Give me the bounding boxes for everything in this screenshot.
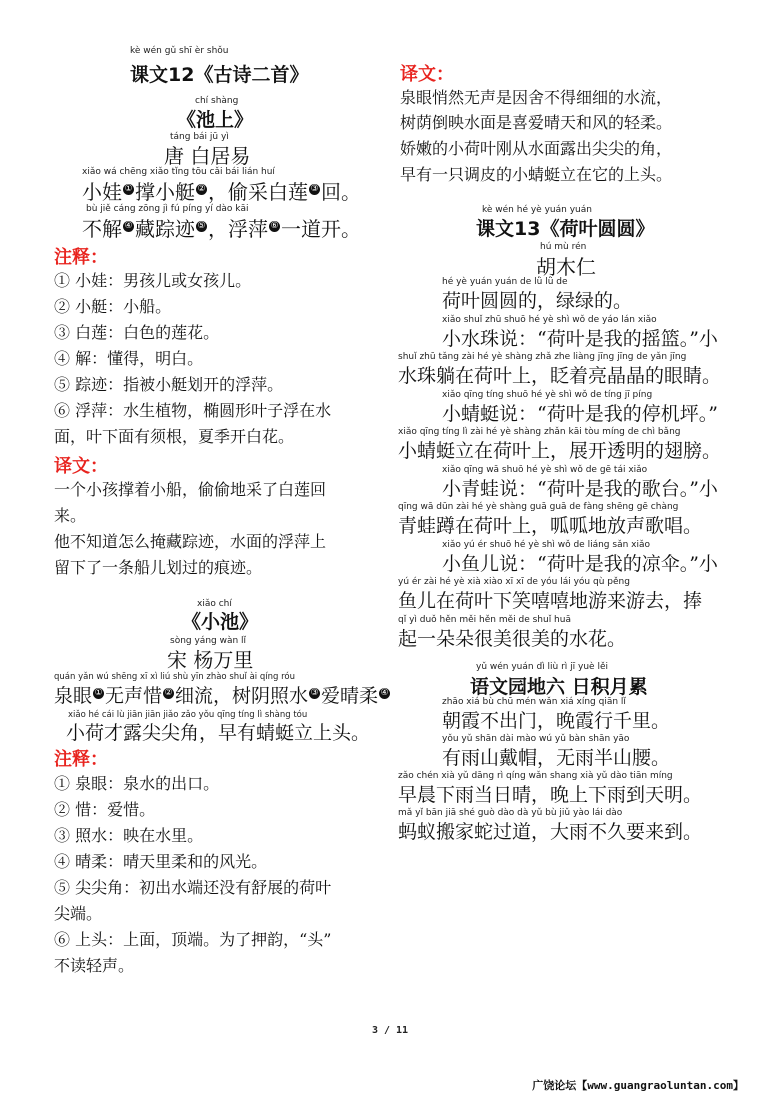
note-marker-2: ② [197, 184, 206, 195]
line-pinyin: mǎ yǐ bān jiā shé guò dào dà yǔ bù jiǔ yào lái dào [398, 808, 623, 818]
poem1-notes-label: 注释： [54, 247, 108, 268]
poem1-line1 [82, 176, 361, 205]
page-number: 3 / 11 [371, 1025, 409, 1036]
lesson13-title: 课文13《荷叶圆圆》 [476, 218, 655, 240]
line-pinyin: xiǎo yú ér shuō hé yè shì wǒ de liáng sǎn xiǎo [442, 539, 650, 550]
lesson13-title-pinyin: kè wén hé yè yuán yuán [482, 205, 592, 215]
line-text: 朝霞不出门，晚霞行千里。 [442, 710, 671, 732]
poem1-note-1: ① 小娃：男孩儿或女孩儿。 [54, 271, 252, 290]
poem2-note-4: ④ 晴柔：晴天里柔和的风光。 [54, 852, 268, 871]
text-segment: 细流，树阴照水 [175, 685, 309, 707]
note-marker-1: ① [124, 184, 133, 195]
poem1-title: 《池上》 [177, 109, 254, 131]
text-segment: 不解 [82, 217, 122, 241]
line-text: 早晨下雨当日晴，晚上下雨到天明。 [398, 784, 703, 806]
note-marker-6: ⑥ [270, 221, 279, 232]
poem2-note-2: ② 惜：爱惜。 [54, 800, 156, 819]
line-pinyin: qīng wā dūn zài hé yè shàng guā guā de fàng shēng gē chàng [398, 502, 679, 512]
poem2-author-pinyin: sòng yáng wàn lǐ [170, 636, 247, 646]
poem2-translation-label: 译文： [400, 64, 454, 85]
note-marker-5: ⑤ [197, 221, 206, 232]
line-text: 蚂蚁搬家蛇过道，大雨不久要来到。 [398, 821, 703, 843]
text-segment: ，偷采白莲 [208, 180, 308, 204]
line-pinyin: hé yè yuán yuán de lǜ lǜ de [442, 277, 568, 287]
text-segment: 爱晴柔 [321, 685, 379, 707]
poem2-note-5: ⑤ 尖尖角：初出水端还没有舒展的荷叶 [54, 878, 332, 897]
footer-site: 广饶论坛【www.guangraoluntan.com】 [532, 1079, 744, 1092]
poem1-note-6-cont: 面，叶下面有须根，夏季开白花。 [54, 427, 295, 446]
poem1-line1-pinyin: xiǎo wá chēng xiǎo tǐng tōu cǎi bái lián huí [82, 167, 275, 177]
poem2-note-6: ⑥ 上头：上面，顶端。为了押韵，“头” [54, 930, 332, 949]
line-pinyin: xiǎo qīng wā shuō hé yè shì wǒ de gē tái xiǎo [442, 464, 648, 475]
poem2-author: 宋 杨万里 [167, 648, 254, 672]
poem1-translation-2: 来。 [54, 506, 87, 525]
line-text: 起一朵朵很美很美的水花。 [398, 627, 627, 650]
line-pinyin: zhāo xiá bù chū mén wǎn xiá xíng qiān lǐ [442, 697, 626, 707]
line-text: 小蜻蜓立在荷叶上，展开透明的翅膀。 [398, 440, 722, 462]
line-pinyin: xiǎo qīng tíng shuō hé yè shì wǒ de tíng jī píng [442, 389, 653, 400]
line-pinyin: qǐ yì duǒ hěn měi hěn měi de shuǐ huā [398, 614, 571, 625]
text-segment: 藏踪迹 [135, 217, 195, 241]
lesson13-author: 胡木仁 [536, 255, 596, 279]
poem1-translation-label: 译文： [54, 456, 108, 477]
poem2-line2-pinyin: xiǎo hé cái lù jiān jiān jiǎo zǎo yǒu qīng tíng lì shàng tóu [68, 710, 308, 720]
line-pinyin: xiǎo shuǐ zhū shuō hé yè shì wǒ de yáo lán xiǎo [442, 314, 657, 325]
poem1-title-pinyin: chí shàng [195, 96, 239, 106]
poem1-translation-4: 留下了一条船儿划过的痕迹。 [54, 558, 263, 577]
poem1-note-6: ⑥ 浮萍：水生植物，椭圆形叶子浮在水 [54, 401, 332, 420]
poem2-notes-label: 注释： [54, 749, 108, 770]
line-pinyin: yǒu yǔ shān dài mào wú yǔ bàn shān yāo [442, 734, 630, 744]
poem1-author: 唐 白居易 [164, 144, 251, 168]
line-text: 水珠躺在荷叶上，眨着亮晶晶的眼睛。 [398, 365, 722, 387]
line-text: 有雨山戴帽，无雨半山腰。 [442, 747, 671, 769]
poem2-line1-pinyin: quán yǎn wú shēng xī xì liú shù yīn zhào shuǐ ài qíng róu [54, 672, 296, 682]
poem2-translation-4: 早有一只调皮的小蜻蜓立在它的上头。 [400, 165, 673, 184]
line-text: 小青蛙说：“荷叶是我的歌台。”小 [442, 477, 718, 500]
poem2-translation-3: 娇嫩的小荷叶刚从水面露出尖尖的角， [400, 139, 673, 158]
text-segment: 一道开。 [281, 217, 361, 241]
poem1-translation-3: 他不知道怎么掩藏踪迹，水面的浮萍上 [54, 532, 327, 551]
note-marker-4: ④ [380, 687, 389, 698]
line-pinyin: yú ér zài hé yè xià xiào xī xī de yóu lái yóu qù pěng [398, 577, 630, 587]
text-segment: 撑小艇 [135, 180, 195, 204]
poem2-title-pinyin: xiǎo chí [197, 599, 232, 609]
line-text: 荷叶圆圆的，绿绿的。 [442, 290, 633, 312]
note-marker-1: ① [94, 687, 103, 698]
poem1-line2 [82, 213, 361, 242]
text-segment: 回。 [321, 180, 361, 204]
poem2-line2: 小荷才露尖尖角，早有蜻蜓立上头。 [66, 722, 371, 744]
note-marker-3: ③ [310, 184, 319, 195]
line-text: 小鱼儿说：“荷叶是我的凉伞。”小 [442, 552, 718, 575]
note-marker-3: ③ [310, 687, 319, 698]
line-pinyin: shuǐ zhū tǎng zài hé yè shàng zhǎ zhe liàng jīng jīng de yǎn jīng [398, 352, 687, 362]
poem2-note-5-cont: 尖端。 [54, 904, 103, 923]
poem2-translation-2: 树荫倒映水面是喜爱晴天和风的轻柔。 [400, 113, 673, 132]
garden-title: 语文园地六 日积月累 [470, 676, 648, 698]
text-segment: ，浮萍 [208, 217, 268, 241]
poem2-note-6-cont: 不读轻声。 [54, 956, 135, 975]
poem2-note-1: ① 泉眼：泉水的出口。 [54, 774, 220, 793]
poem1-note-3: ③ 白莲：白色的莲花。 [54, 323, 220, 342]
line-text: 小水珠说：“荷叶是我的摇篮。”小 [442, 327, 718, 350]
text-segment: 小娃 [82, 180, 122, 204]
text-segment: 无声惜 [105, 685, 163, 707]
poem1-line2-pinyin: bù jiě cáng zōng jì fú píng yí dào kāi [86, 204, 249, 214]
poem2-note-3: ③ 照水：映在水里。 [54, 826, 204, 845]
lesson13-author-pinyin: hú mù rén [540, 242, 587, 252]
poem2-title: 《小池》 [182, 611, 259, 633]
poem1-note-5: ⑤ 踪迹：指被小艇划开的浮萍。 [54, 375, 284, 394]
note-marker-4: ④ [124, 221, 133, 232]
line-text: 鱼儿在荷叶下笑嘻嘻地游来游去，捧 [398, 590, 703, 612]
line-text: 青蛙蹲在荷叶上，呱呱地放声歌唱。 [398, 515, 703, 537]
lesson12-title: 课文12《古诗二首》 [130, 64, 309, 86]
garden-title-pinyin: yǔ wén yuán dì liù rì jī yuè lěi [476, 662, 608, 672]
line-pinyin: zǎo chén xià yǔ dāng rì qíng wǎn shang xià yǔ dào tiān míng [398, 771, 673, 781]
poem1-author-pinyin: táng bái jū yì [170, 132, 229, 142]
poem2-line1 [54, 681, 391, 708]
poem2-translation-1: 泉眼悄然无声是因舍不得细细的水流， [400, 88, 673, 107]
text-segment: 泉眼 [54, 685, 93, 707]
line-text: 小蜻蜓说：“荷叶是我的停机坪。” [442, 402, 718, 425]
poem1-note-4: ④ 解：懂得，明白。 [54, 349, 204, 368]
note-marker-2: ② [164, 687, 173, 698]
line-pinyin: xiǎo qīng tíng lì zài hé yè shàng zhǎn kāi tòu míng de chì bǎng [398, 427, 681, 437]
poem1-note-2: ② 小艇：小船。 [54, 297, 172, 316]
lesson12-title-pinyin: kè wén gǔ shī èr shǒu [130, 46, 229, 56]
poem1-translation-1: 一个小孩撑着小船，偷偷地采了白莲回 [54, 480, 327, 499]
